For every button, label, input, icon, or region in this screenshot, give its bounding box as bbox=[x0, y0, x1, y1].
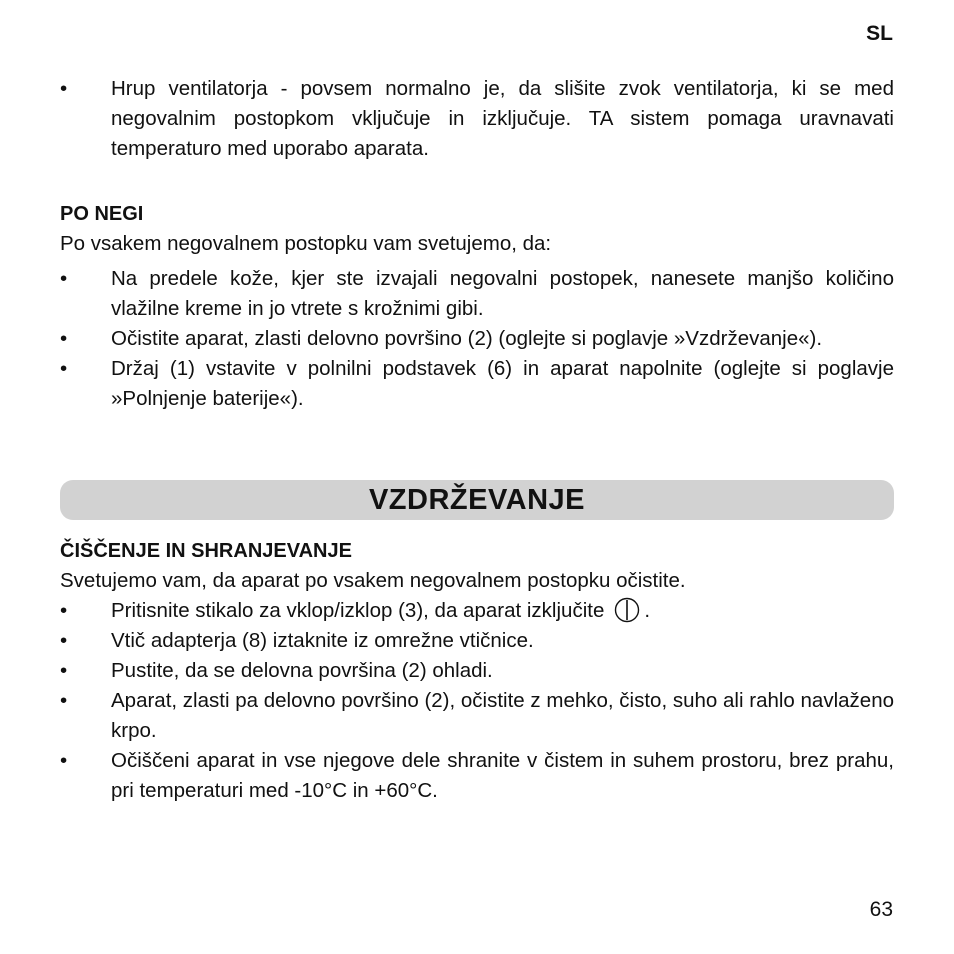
list-item bbox=[60, 596, 894, 626]
language-code: SL bbox=[866, 22, 893, 45]
power-instruction-text: Pritisnite stikalo za vklop/izklop (3), da aparat izključite bbox=[111, 599, 605, 622]
section-banner bbox=[60, 480, 894, 520]
after-care-bullet-list bbox=[60, 264, 894, 414]
intro-bullet-list bbox=[60, 74, 894, 164]
power-switch-icon bbox=[612, 595, 642, 625]
cleaning-heading: ČIŠČENJE IN SHRANJEVANJE bbox=[60, 540, 352, 562]
list-item: • Očistite aparat, zlasti delovno površino (2) (oglejte si poglavje »Vzdrževanje«). bbox=[60, 324, 894, 354]
list-item: • Vtič adapterja (8) iztaknite iz omrežne vtičnice. bbox=[60, 626, 894, 656]
list-item: • Držaj (1) vstavite v polnilni podstavek (6) in aparat napolnite (oglejte si poglavje »Polnjenje baterije«). bbox=[60, 354, 894, 414]
cleaning-intro: Svetujemo vam, da aparat po vsakem negovalnem postopku očistite. bbox=[60, 569, 686, 592]
cleaning-bullet-list bbox=[60, 596, 894, 806]
list-item: • Pustite, da se delovna površina (2) ohladi. bbox=[60, 656, 894, 686]
list-item: • Aparat, zlasti pa delovno površino (2), očistite z mehko, čisto, suho ali rahlo navlaženo krpo. bbox=[60, 686, 894, 746]
list-item: • Hrup ventilatorja - povsem normalno je, da slišite zvok ventilatorja, ki se med negovalnim postopkom vključuje in izključuje. TA sistem pomaga uravnavati temperaturo med uporabo aparata. bbox=[60, 74, 894, 164]
after-care-heading: PO NEGI bbox=[60, 203, 144, 225]
after-care-intro: Po vsakem negovalnem postopku vam svetujemo, da: bbox=[60, 232, 552, 255]
page-number: 63 bbox=[869, 898, 893, 921]
list-item: • Na predele kože, kjer ste izvajali negovalni postopek, nanesete manjšo količino vlažilne kreme in jo vtrete s krožnimi gibi. bbox=[60, 264, 894, 324]
page-content bbox=[60, 74, 894, 806]
list-item: • Očiščeni aparat in vse njegove dele shranite v čistem in suhem prostoru, brez prahu, pri temperaturi med -10°C in +60°C. bbox=[60, 746, 894, 806]
power-instruction-end: . bbox=[644, 599, 651, 622]
section-title: VZDRŽEVANJE bbox=[368, 484, 586, 516]
